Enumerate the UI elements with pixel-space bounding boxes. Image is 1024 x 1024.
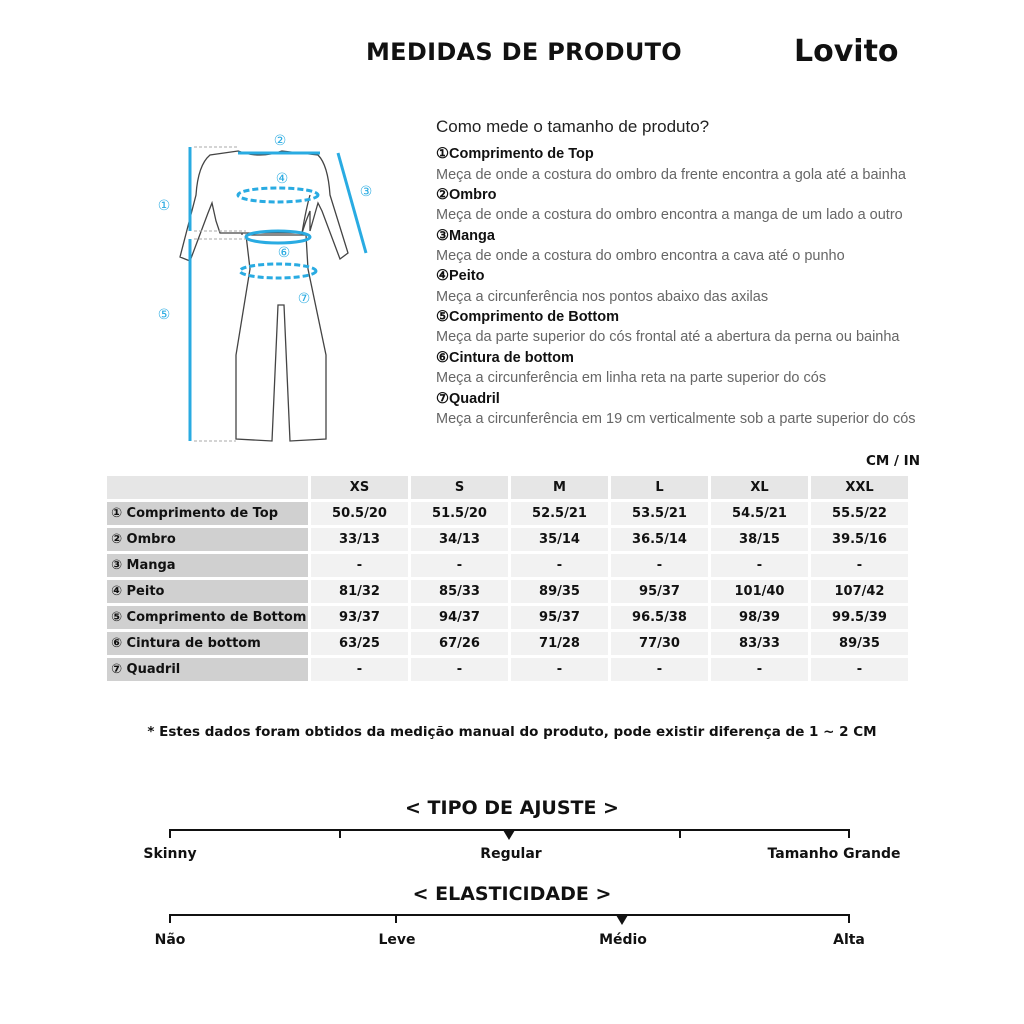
row-label: ⑦ Quadril xyxy=(107,658,308,681)
table-cell: 89/35 xyxy=(511,580,608,603)
fit-tick xyxy=(339,829,341,838)
measure-desc-bottom-length: Meça da parte superior do cós frontal até a abertura da perna ou bainha xyxy=(436,329,900,345)
fit-tick xyxy=(679,829,681,838)
elasticity-label-none: Não xyxy=(154,932,186,948)
elasticity-selected-marker xyxy=(616,915,628,925)
table-cell: 63/25 xyxy=(311,632,408,655)
measure-desc-chest: Meça a circunferência nos pontos abaixo das axilas xyxy=(436,289,769,305)
table-cell: 94/37 xyxy=(411,606,508,629)
table-cell: 96.5/38 xyxy=(611,606,708,629)
units-label: CM / IN xyxy=(866,453,920,469)
table-cell: 71/28 xyxy=(511,632,608,655)
table-cell: 67/26 xyxy=(411,632,508,655)
measure-name-bottom-length: ⑤Comprimento de Bottom xyxy=(436,309,619,325)
measure-name-sleeve: ③Manga xyxy=(436,228,495,244)
table-row xyxy=(107,658,908,681)
row-label: ① Comprimento de Top xyxy=(107,502,308,525)
table-row xyxy=(107,502,908,525)
table-cell: 38/15 xyxy=(711,528,808,551)
size-header: XXL xyxy=(811,476,908,499)
garment-measurement-figure xyxy=(150,125,380,455)
brand-logo: Lovito xyxy=(794,34,899,69)
measure-desc-shoulder: Meça de onde a costura do ombro encontra a manga de um lado a outro xyxy=(436,207,903,223)
table-cell: 50.5/20 xyxy=(311,502,408,525)
fit-label-regular: Regular xyxy=(480,846,542,862)
fit-selected-marker xyxy=(503,830,515,840)
fit-tick xyxy=(848,829,850,838)
size-table xyxy=(104,473,911,684)
marker-1: ① xyxy=(157,198,171,214)
measure-desc-sleeve: Meça de onde a costura do ombro encontra a cava até o punho xyxy=(436,248,845,264)
table-cell: - xyxy=(511,554,608,577)
size-header: M xyxy=(511,476,608,499)
marker-5: ⑤ xyxy=(157,307,171,323)
table-cell: - xyxy=(811,554,908,577)
elasticity-tick xyxy=(848,914,850,923)
measurement-note: * Estes dados foram obtidos da medição manual do produto, pode existir diferença de 1 ~ 2 CM xyxy=(147,724,877,740)
measure-name-top-length: ①Comprimento de Top xyxy=(436,146,594,162)
elasticity-label-medium: Médio xyxy=(599,932,647,948)
table-cell: 83/33 xyxy=(711,632,808,655)
measure-name-chest: ④Peito xyxy=(436,268,485,284)
measure-name-shoulder: ②Ombro xyxy=(436,187,497,203)
row-label: ③ Manga xyxy=(107,554,308,577)
table-cell: 52.5/21 xyxy=(511,502,608,525)
fit-label-skinny: Skinny xyxy=(143,846,197,862)
table-cell: - xyxy=(411,554,508,577)
table-cell: 81/32 xyxy=(311,580,408,603)
table-cell: - xyxy=(311,554,408,577)
elasticity-label-light: Leve xyxy=(378,932,416,948)
table-cell: 101/40 xyxy=(711,580,808,603)
table-row xyxy=(107,580,908,603)
size-header: L xyxy=(611,476,708,499)
table-cell: 35/14 xyxy=(511,528,608,551)
marker-2: ② xyxy=(273,133,287,149)
measure-name-waist: ⑥Cintura de bottom xyxy=(436,350,574,366)
table-corner xyxy=(107,476,308,499)
row-label: ② Ombro xyxy=(107,528,308,551)
elasticity-scale-line xyxy=(170,914,850,916)
table-row xyxy=(107,632,908,655)
table-cell: 95/37 xyxy=(611,580,708,603)
table-cell: 33/13 xyxy=(311,528,408,551)
measure-desc-hip: Meça a circunferência em 19 cm verticalmente sob a parte superior do cós xyxy=(436,411,916,427)
table-cell: 107/42 xyxy=(811,580,908,603)
table-cell: 85/33 xyxy=(411,580,508,603)
marker-3: ③ xyxy=(359,184,373,200)
table-cell: - xyxy=(411,658,508,681)
table-cell: - xyxy=(311,658,408,681)
marker-4: ④ xyxy=(275,171,289,187)
table-cell: 39.5/16 xyxy=(811,528,908,551)
elasticity-tick xyxy=(169,914,171,923)
elasticity-label-high: Alta xyxy=(833,932,865,948)
size-header: XS xyxy=(311,476,408,499)
table-cell: - xyxy=(811,658,908,681)
marker-6: ⑥ xyxy=(277,245,291,261)
table-row xyxy=(107,606,908,629)
table-cell: 54.5/21 xyxy=(711,502,808,525)
table-cell: 36.5/14 xyxy=(611,528,708,551)
elasticity-title: < ELASTICIDADE > xyxy=(412,883,612,905)
table-cell: - xyxy=(511,658,608,681)
measure-desc-top-length: Meça de onde a costura do ombro da frente encontra a gola até a bainha xyxy=(436,167,906,183)
howto-title: Como mede o tamanho de produto? xyxy=(436,117,710,136)
measure-desc-waist: Meça a circunferência em linha reta na parte superior do cós xyxy=(436,370,827,386)
table-cell: - xyxy=(711,658,808,681)
table-cell: 51.5/20 xyxy=(411,502,508,525)
fit-label-large: Tamanho Grande xyxy=(767,846,901,862)
table-cell: - xyxy=(611,554,708,577)
size-header: XL xyxy=(711,476,808,499)
measure-name-hip: ⑦Quadril xyxy=(436,391,500,407)
row-label: ④ Peito xyxy=(107,580,308,603)
table-cell: 93/37 xyxy=(311,606,408,629)
table-row xyxy=(107,554,908,577)
marker-7: ⑦ xyxy=(297,291,311,307)
table-cell: 99.5/39 xyxy=(811,606,908,629)
fit-title: < TIPO DE AJUSTE > xyxy=(405,797,619,819)
table-cell: 34/13 xyxy=(411,528,508,551)
table-cell: 98/39 xyxy=(711,606,808,629)
table-cell: 53.5/21 xyxy=(611,502,708,525)
elasticity-tick xyxy=(395,914,397,923)
size-header: S xyxy=(411,476,508,499)
table-cell: - xyxy=(611,658,708,681)
table-cell: 55.5/22 xyxy=(811,502,908,525)
table-cell: - xyxy=(711,554,808,577)
row-label: ⑤ Comprimento de Bottom xyxy=(107,606,308,629)
row-label: ⑥ Cintura de bottom xyxy=(107,632,308,655)
table-cell: 89/35 xyxy=(811,632,908,655)
table-cell: 77/30 xyxy=(611,632,708,655)
table-header-row xyxy=(107,476,908,499)
fit-tick xyxy=(169,829,171,838)
table-cell: 95/37 xyxy=(511,606,608,629)
table-row xyxy=(107,528,908,551)
